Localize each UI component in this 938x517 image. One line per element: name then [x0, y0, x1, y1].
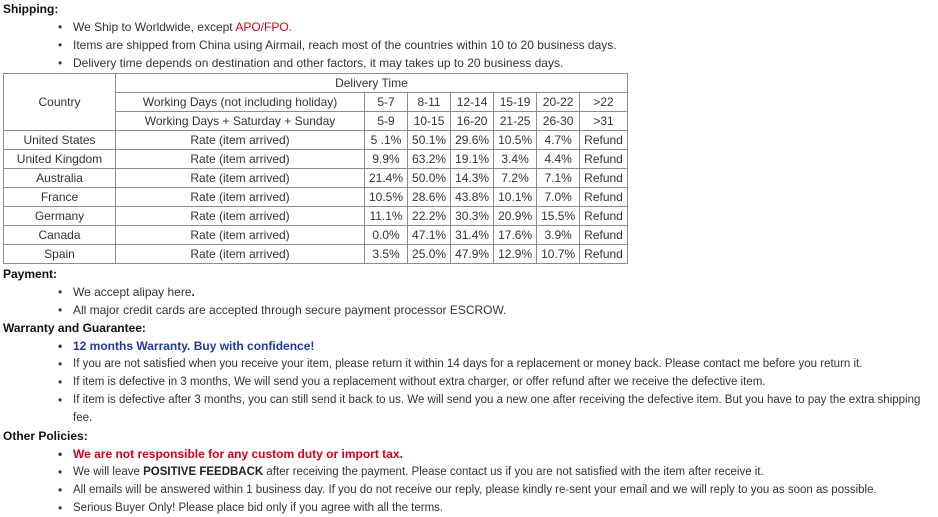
table-cell: 7.2% [494, 169, 537, 188]
list-item: • We are not responsible for any custom duty or import tax. [73, 445, 935, 463]
shipping-exception: APO/FPO. [235, 20, 292, 34]
table-cell: 25.0% [408, 245, 451, 264]
table-cell: Refund [580, 188, 628, 207]
table-cell: 26-30 [537, 112, 580, 131]
country-cell: Spain [4, 245, 116, 264]
list-item: • Delivery time depends on destination and other factors, it may takes up to 20 business days. [73, 54, 935, 72]
country-cell: Australia [4, 169, 116, 188]
list-item: • All major credit cards are accepted through secure payment processor ESCROW. [73, 301, 935, 319]
delivery-time-table [3, 73, 628, 264]
table-cell: 5-9 [365, 112, 408, 131]
list-item: • 12 months Warranty. Buy with confidence! [73, 337, 935, 355]
table-cell: 10-15 [408, 112, 451, 131]
list-item: • If you are not satisfied when you receive your item, please return it within 14 days for a replacement or money back. Please contact me before you return it. [73, 355, 935, 373]
warranty-heading: Warranty and Guarantee: [3, 321, 146, 335]
table-cell: 31.4% [451, 226, 494, 245]
table-cell: 28.6% [408, 188, 451, 207]
table-cell: 63.2% [408, 150, 451, 169]
table-cell: 5-7 [365, 93, 408, 112]
list-item: • If item is defective after 3 months, you can still send it back to us. We will send you a new one after receiving the defective item. But you have to pay the extra shipping fee. [73, 391, 935, 427]
table-cell: 11.1% [365, 207, 408, 226]
policy-document [3, 0, 935, 517]
table-row [4, 150, 628, 169]
table-cell: Refund [580, 245, 628, 264]
table-cell: Refund [580, 207, 628, 226]
table-cell: 10.7% [537, 245, 580, 264]
list-item [73, 18, 935, 36]
table-row [4, 169, 628, 188]
table-row [4, 131, 628, 150]
table-cell: 12-14 [451, 93, 494, 112]
saturday-label: Working Days + Saturday + Sunday [116, 112, 365, 131]
table-cell: 10.1% [494, 188, 537, 207]
rate-label-cell: Rate (item arrived) [116, 150, 365, 169]
table-cell: 3.4% [494, 150, 537, 169]
table-cell: 7.1% [537, 169, 580, 188]
table-row [4, 188, 628, 207]
payment-list [3, 283, 935, 319]
payment-item-period: . [191, 285, 195, 299]
shipping-item-text: We Ship to Worldwide, except [73, 20, 236, 34]
table-cell: 50.0% [408, 169, 451, 188]
table-cell: 43.8% [451, 188, 494, 207]
shipping-list [3, 18, 935, 72]
table-cell: 17.6% [494, 226, 537, 245]
table-cell: 47.9% [451, 245, 494, 264]
rate-label-cell: Rate (item arrived) [116, 226, 365, 245]
working-days-label: Working Days (not including holiday) [116, 93, 365, 112]
list-item [73, 283, 935, 301]
rate-label-cell: Rate (item arrived) [116, 131, 365, 150]
positive-feedback-text: POSITIVE FEEDBACK [143, 466, 264, 478]
table-cell: 4.7% [537, 131, 580, 150]
country-header: Country [4, 74, 116, 131]
table-cell: 30.3% [451, 207, 494, 226]
rate-label-cell: Rate (item arrived) [116, 207, 365, 226]
table-cell: 9.9% [365, 150, 408, 169]
country-cell: France [4, 188, 116, 207]
table-cell: Refund [580, 131, 628, 150]
table-cell: 47.1% [408, 226, 451, 245]
country-cell: Germany [4, 207, 116, 226]
table-cell: 10.5% [494, 131, 537, 150]
table-cell: 21.4% [365, 169, 408, 188]
table-cell: 14.3% [451, 169, 494, 188]
table-cell: 10.5% [365, 188, 408, 207]
table-cell: 29.6% [451, 131, 494, 150]
rate-label-cell: Rate (item arrived) [116, 169, 365, 188]
other-policies-list [3, 445, 935, 517]
list-item: • Items are shipped from China using Airmail, reach most of the countries within 10 to 20 business days. [73, 36, 935, 54]
country-cell: Canada [4, 226, 116, 245]
payment-heading: Payment: [3, 267, 58, 281]
table-cell: >31 [580, 112, 628, 131]
table-cell: 20.9% [494, 207, 537, 226]
table-cell: 4.4% [537, 150, 580, 169]
table-cell: 3.5% [365, 245, 408, 264]
table-cell: 22.2% [408, 207, 451, 226]
table-cell: 50.1% [408, 131, 451, 150]
list-item: • If item is defective in 3 months, We will send you a replacement without extra charger, or offer refund after we receive the defective item. [73, 373, 935, 391]
table-cell: 3.9% [537, 226, 580, 245]
table-row [4, 207, 628, 226]
list-item: • All emails will be answered within 1 business day. If you do not receive our reply, please kindly re-sent your email and we will reply to you as soon as possible. [73, 481, 935, 499]
table-cell: 7.0% [537, 188, 580, 207]
table-cell: Refund [580, 226, 628, 245]
table-cell: 15.5% [537, 207, 580, 226]
table-cell: 21-25 [494, 112, 537, 131]
table-cell: 8-11 [408, 93, 451, 112]
rate-label-cell: Rate (item arrived) [116, 188, 365, 207]
list-item: • Serious Buyer Only! Please place bid only if you agree with all the terms. [73, 499, 935, 517]
table-row [4, 74, 628, 93]
delivery-time-header: Delivery Time [116, 74, 628, 93]
table-row [4, 245, 628, 264]
table-cell: Refund [580, 150, 628, 169]
shipping-heading: Shipping: [3, 2, 59, 16]
table-row [4, 226, 628, 245]
table-cell: 0.0% [365, 226, 408, 245]
warranty-list [3, 337, 935, 427]
table-cell: 16-20 [451, 112, 494, 131]
country-cell: United Kingdom [4, 150, 116, 169]
table-cell: Refund [580, 169, 628, 188]
table-cell: 12.9% [494, 245, 537, 264]
table-cell: 19.1% [451, 150, 494, 169]
table-cell: 20-22 [537, 93, 580, 112]
rate-label-cell: Rate (item arrived) [116, 245, 365, 264]
table-cell: >22 [580, 93, 628, 112]
table-cell: 5 .1% [365, 131, 408, 150]
feedback-text: We will leave [73, 466, 144, 478]
feedback-text-end: after receiving the payment. Please contact us if you are not satisfied with the item after receive it. [263, 466, 764, 478]
payment-item-text: We accept alipay here [73, 285, 192, 299]
country-rows [4, 131, 628, 264]
list-item [73, 463, 935, 481]
country-cell: United States [4, 131, 116, 150]
other-policies-heading: Other Policies: [3, 429, 88, 443]
table-cell: 15-19 [494, 93, 537, 112]
